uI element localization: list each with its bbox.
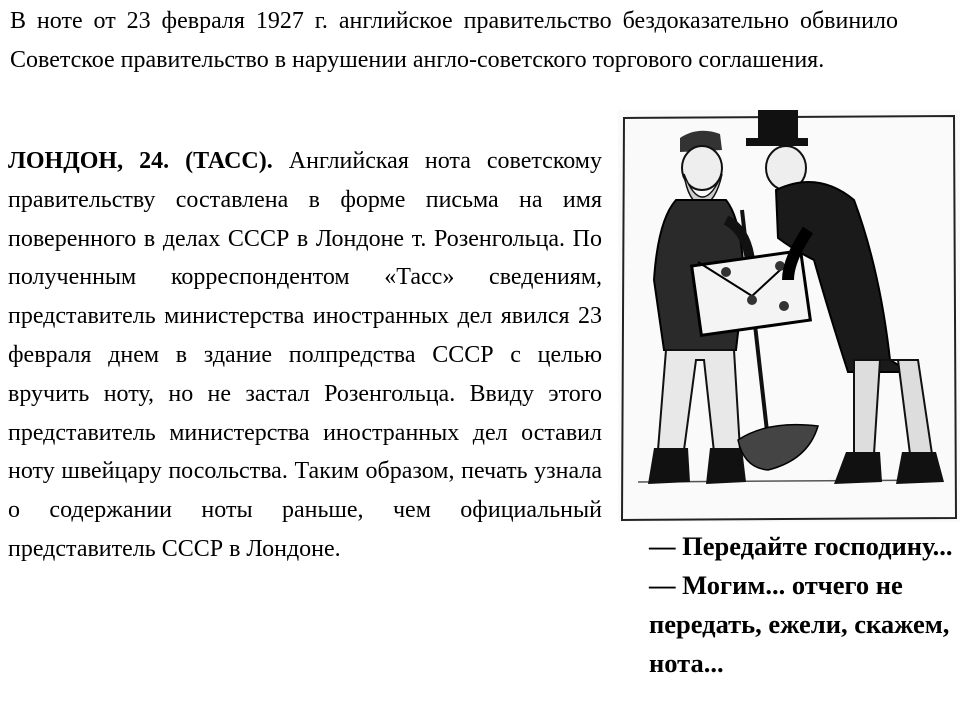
caption-line-2: — Могим... отчего не передать, ежели, скажем, нота...: [649, 570, 950, 678]
caption-line-1: — Передайте господину...: [649, 531, 953, 561]
cartoon-caption: [649, 527, 959, 683]
cartoon-illustration: [618, 110, 960, 522]
intro-paragraph: В ноте от 23 февраля 1927 г. английское правительство бездоказательно обвинило Советское правительство в нарушении англо-советского торгового соглашения.: [10, 8, 898, 73]
article-dateline: ЛОНДОН, 24. (ТАСС).: [8, 148, 273, 174]
tass-article: [8, 142, 602, 569]
article-body: Английская нота советскому правительству составлена в форме письма на имя поверенного в делах СССР в Лондоне т. Розенгольца. По полученным корреспондентом «Тасс» сведениям, представитель министерства иностранных дел явился 23 февраля днем в здание полпредства СССР с целью вручить ноту, но не застал Розенгольца. Ввиду этого представитель министерства иностранных дел оставил ноту швейцару посольства. Таким образом, печать узнала о содержании ноты раньше, чем официальный представитель СССР в Лондоне.: [8, 148, 602, 562]
